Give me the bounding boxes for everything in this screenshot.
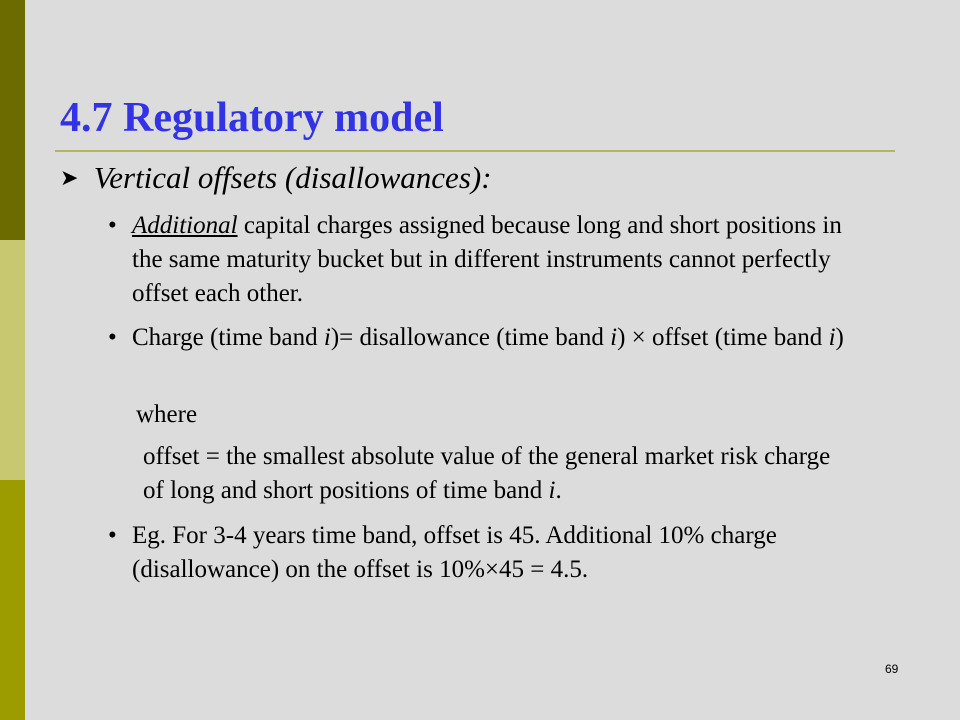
formula-part: Charge (time band — [132, 324, 324, 351]
where-label: where — [136, 401, 198, 428]
sidebar-segment-middle — [0, 240, 25, 480]
subheading-text: Vertical offsets (disallowances): — [93, 160, 492, 195]
bullet-dot-icon: • — [108, 324, 117, 351]
bullet-dot-icon: • — [108, 522, 117, 549]
formula-part: ) × offset (time band — [617, 324, 829, 351]
bullet-body: capital charges assigned because long and short positions in the same maturity bucket but in different instruments cannot perfectly offset each other. — [132, 212, 842, 307]
formula-var: i — [828, 324, 836, 351]
arrow-bullet-icon: ➤ — [60, 165, 79, 190]
slide-title: 4.7 Regulatory model — [60, 95, 444, 141]
formula-var: i — [610, 324, 618, 351]
bullet-text: Eg. For 3-4 years time band, offset is 45. Additional 10% charge (disallowance) on the offset is 10%×45 = 4.5. — [132, 522, 777, 583]
subheading — [60, 160, 492, 196]
offset-definition — [143, 440, 843, 508]
bullet-emphasis: Additional — [132, 212, 238, 239]
formula-part: )= disallowance (time band — [330, 324, 611, 351]
formula-part: ) — [835, 324, 844, 351]
title-divider — [55, 150, 895, 152]
bullet-text — [132, 209, 852, 311]
page-number: 69 — [885, 662, 899, 676]
bullet-dot-icon: • — [108, 212, 117, 239]
sidebar-segment-top — [0, 0, 25, 240]
formula-var: i — [323, 324, 331, 351]
offset-definition-var: i — [548, 477, 556, 504]
offset-definition-end: . — [555, 477, 562, 504]
offset-definition-text: offset = the smallest absolute value of the general market risk charge of long and short positions of time band — [143, 443, 831, 504]
sidebar-segment-bottom — [0, 480, 25, 720]
formula-text — [132, 321, 852, 355]
